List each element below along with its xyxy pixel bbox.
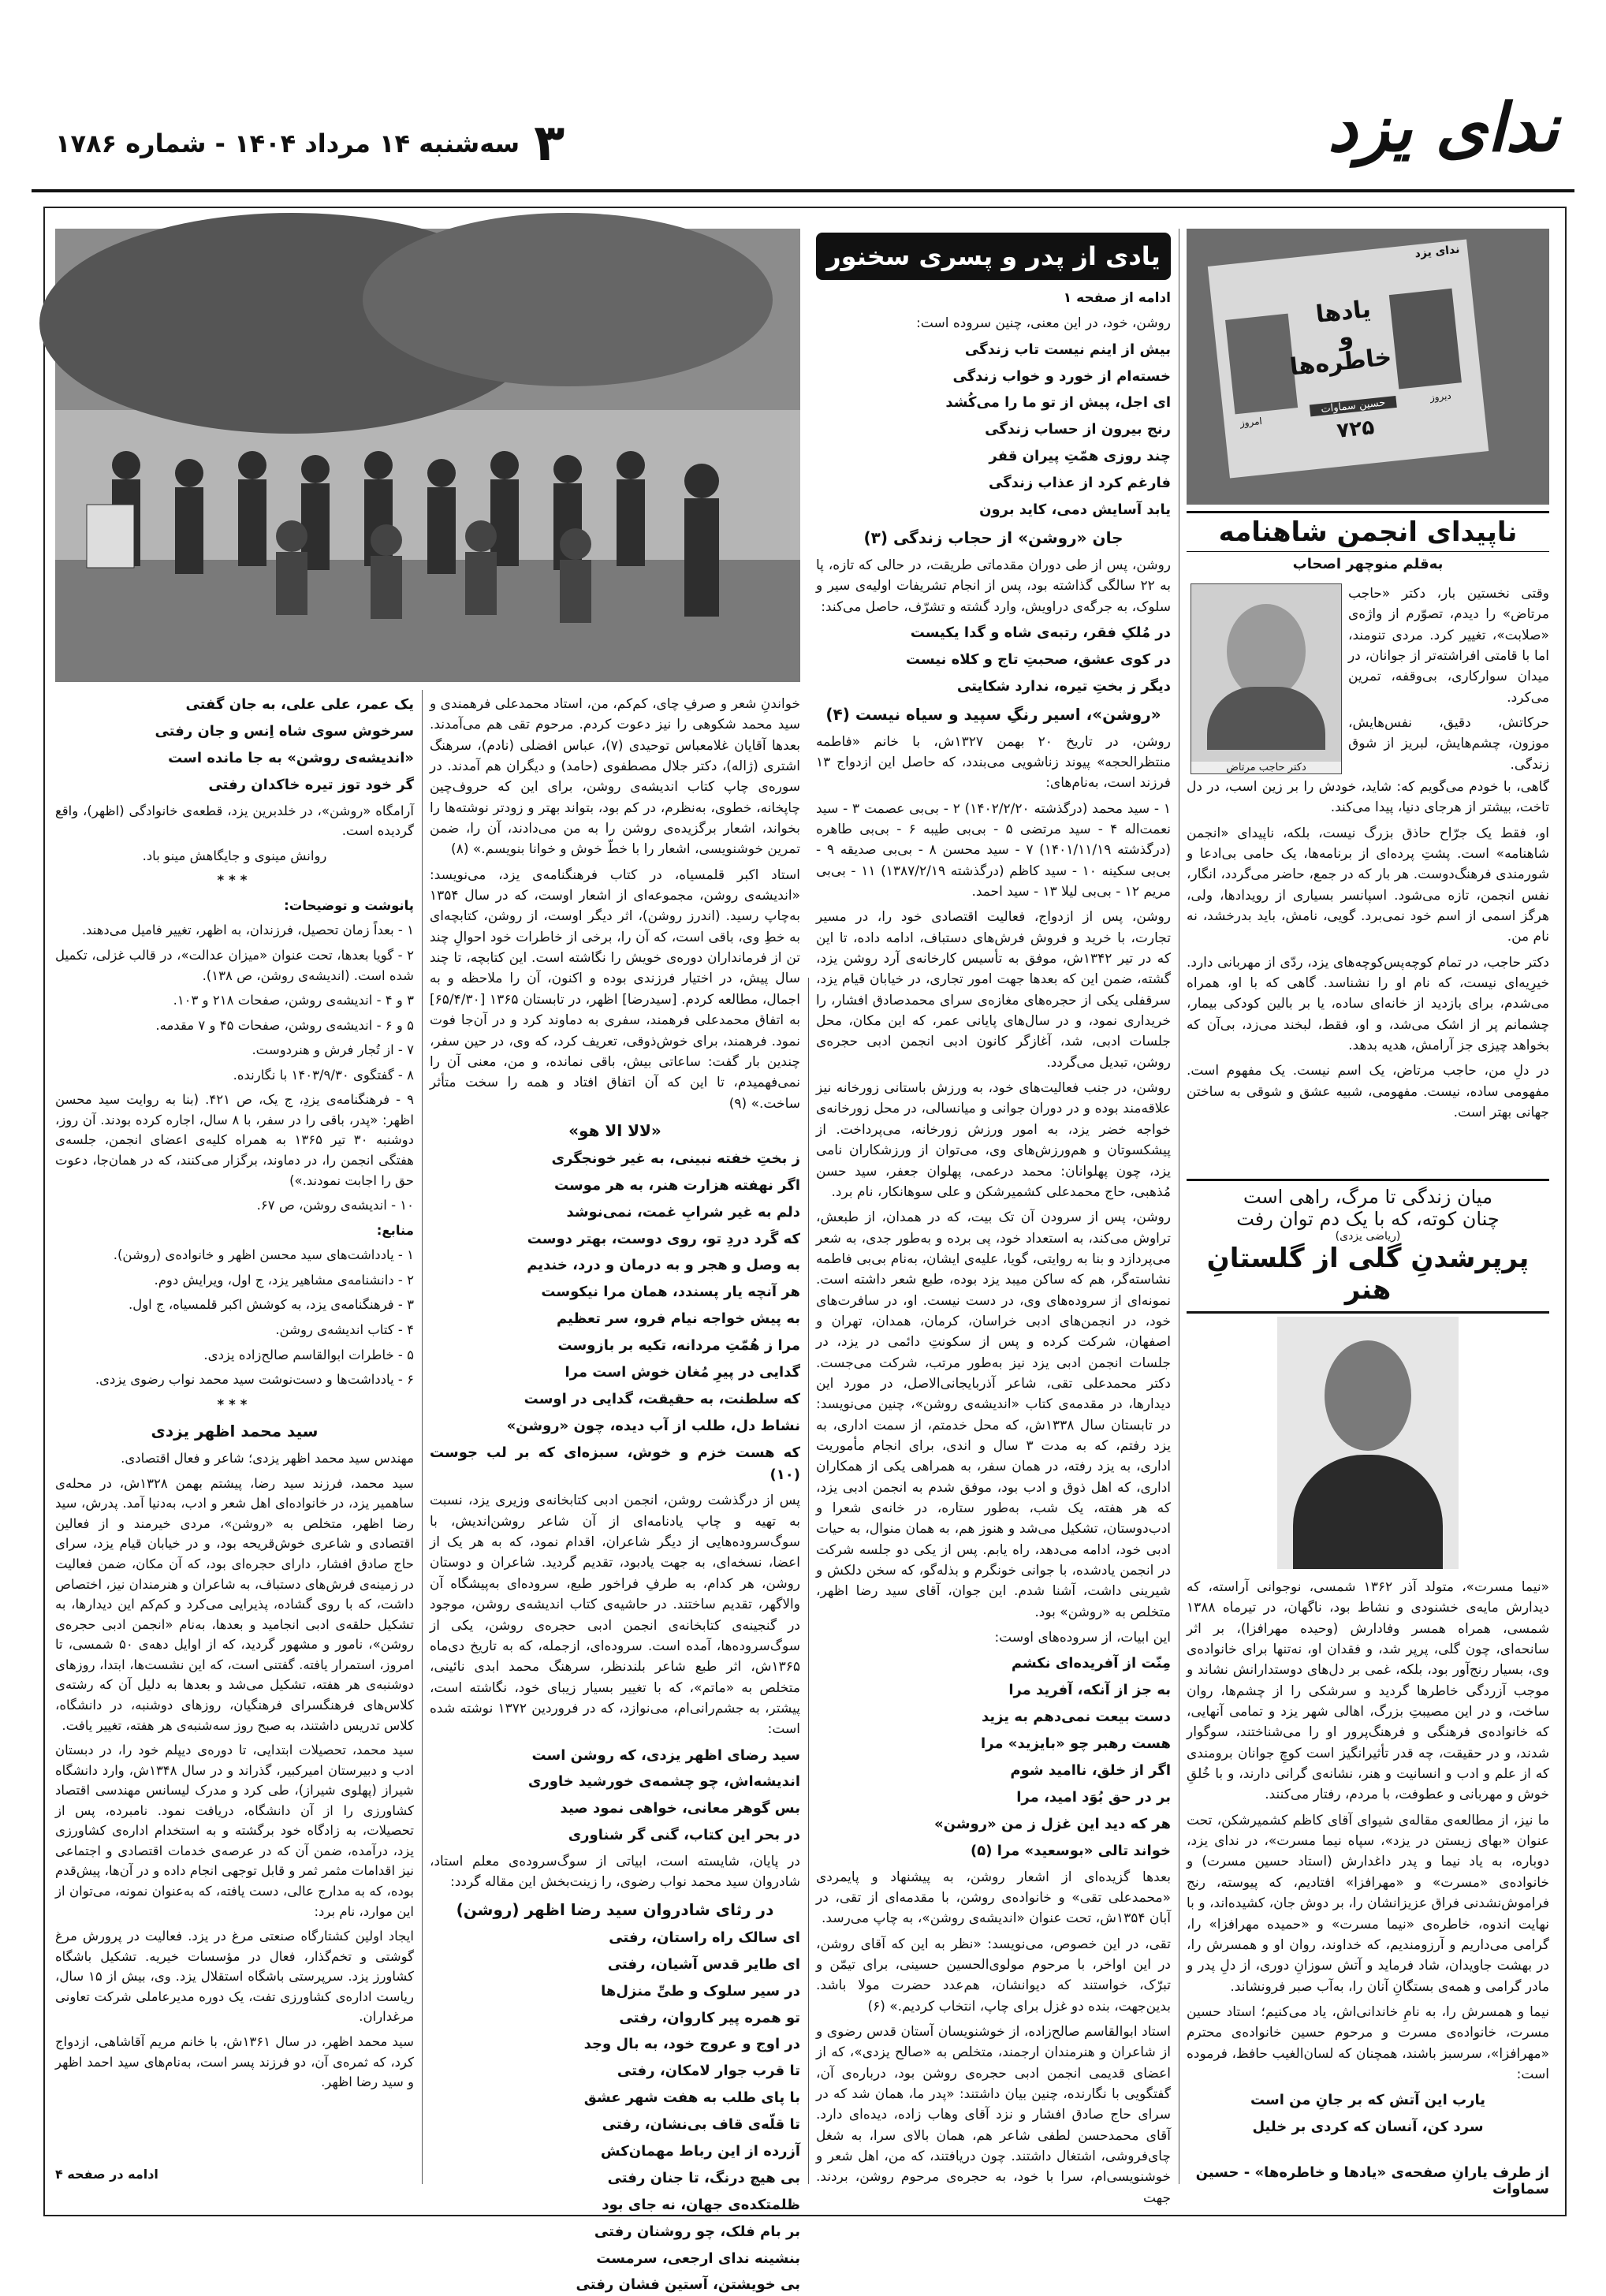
header-rule [32, 189, 1574, 192]
article-title: ناپیدای انجمن شاهنامه [1187, 511, 1549, 552]
face-shape [1325, 1340, 1411, 1451]
photo-caption: دکتر حاجب مرتاض [1191, 762, 1341, 773]
article-text [1187, 1577, 1549, 2152]
paragraph: روشن، پس از سرودن آن تک بیت، که در همدان، از طبعش، تراوش می‌کند، به استعداد خود، پی برده و به‌طور جدی، به شعر می‌پردازد و بنا به روایتی، گویا، علیه‌ی ایشان، به‌نام بی‌بی فاطمه نشاسته‌گر، هم که ساکن میبد یزد بوده، طبع شعر داشته است. نمونه‌ای از سروده‌های وی، در دست نیست. او، در سافرت‌های خود، در انجمن‌های ادبی خراسان، کرمان، همدان، تهران و اصفهان، شرکت کرده و پس از سکونتِ دائمی در یزد، در جلسات انجمن ادبی یزد نیز به‌طور مرتب، شرکت می‌جست. دکتر محمدعلی تقی، شاعر آذربایجانی‌الاصل، در مورد این دیدارها، در مقدمه‌ی کتاب «اندیشه‌ی روشن»، چنین می‌نویسد: در تابستان سال ۱۳۳۸ش، که محل خدمتم، از سمت اداری، به یزد رفتم، که به مدت ۳ سال و اندی، برای انجام مأموریت اداری، به یزد رفته، در همان سفر، به همراهی یکی از همکاران اداری، که اهل ذوق و ادب بود، موفق شدم به انجمن ادبی یزد، که هر هفته، یک شب، به‌طور ستاره، در خانه‌ی شعرا و ادب‌دوستان، تشکیل می‌شد و هنوز هم، به همان منوال، به حیات ادبی خود، ادامه می‌دهد، راه یابم. پس از یکی دو جلسه شرکت در انجمن یادشده، با جوانی خونگرم و بذله‌گو، که سخن دلکش و شیرینی داشت، آشنا شدم. این جوان، آقای سید رضا اظهر، متخلص به «روشن» بود. [816, 1210, 1171, 1620]
verse: نشاط دل، طلب از آب دیده، چون «روشن» [506, 1417, 800, 1434]
verse: دست بیعت نمی‌دهم به یزید [981, 1709, 1171, 1726]
clipping-caption-right: دیروز [1429, 390, 1452, 404]
paragraph: ما نیز، از مطالعه‌ی مقاله‌ی شیوای آقای کاظم کشمیرشکن، تحت عنوان «بهای زیستن در یزد»، سپاه نیما مسرت»، در ندای یزد، دوباره، به یاد نیما و پدر داغدارش (استاد حسین مسرت) و خانواده‌ی «مسرت» و «مهرافزا» افتادیم، که پیوسته، رنج فراموش‌نشدنی فراق عزیزانشان را، بر دوش جان، کشیده‌اند، و با نهایت اندوه، خاطره‌ی «نیما مسرت» و «حمیده مهرافزا» را، گرامی می‌داریم و آرزومندیم، که خداوند، روان او و همسرش را، در بهشت جاویدان، شاد فرماید و آتش سوزانِ دوری، از دلِ پدر و مادر گرامی و همه‌ی بستگانِ آنان را، به‌آب صبر فرونشاند. [1187, 1812, 1549, 1995]
verse: یک عمر، علی علی، به جان گفتی [185, 696, 414, 713]
verse: بر بام فلک، چو روشنان رفتی [594, 2223, 800, 2240]
byline: به‌قلم منوچهر اصحاب [1292, 556, 1444, 572]
source-item: ۱ - یادداشت‌های سید محسن اظهر و خانواده‌ی (روشن). [113, 1247, 414, 1263]
verse: اگر نهفته هزارت هنر، به هر موست [554, 1176, 800, 1194]
poem [55, 694, 414, 796]
paragraph: ایجاد اولین کشتارگاه صنعتی مرغ در یزد. فعالیت در پرورش مرغ گوشتی و تخم‌گذار، فعال در مؤسسات خیریه. تشکیل باشگاه کشاورز یزد. سرپرستی باشگاه استقلال یزد. وی، بیش از ۱۵ سال، ریاست اداره‌ی کشاورزی تفت، یک دوره مدیرعاملی شرکت تعاونی مرغداران. [55, 1929, 414, 2025]
clipping-masthead: ندای یزد [1414, 243, 1461, 261]
portrait-left [1225, 314, 1298, 415]
shoulders-shape [1207, 687, 1325, 750]
verse: یابد آسایش دمی، کاید برون [979, 501, 1171, 519]
verse: چند روزی همّتِ پیران قفر [989, 448, 1171, 465]
article-text [430, 694, 801, 2294]
verse: چنان کوته، که با یک دم توان رفت [1236, 1208, 1500, 1230]
column-divider [808, 978, 809, 2184]
poem [816, 1653, 1171, 1862]
poem [430, 1745, 800, 1847]
note-item: ۱ - بعداً زمان تحصیل، فرزندان، به اظهر، تغییر فامیل می‌دهند. [81, 922, 414, 938]
article-text [1187, 777, 1549, 1171]
verse: در سیر سلوک و طیِّ منزل‌ها [601, 1982, 800, 2000]
subheading: در رثای شادروان سید رضا اظهر (روشن) [456, 1899, 774, 1919]
separator: *** [217, 873, 252, 889]
verse: با پای طلب به هفت شهر عشق [583, 2089, 800, 2107]
article-text [55, 694, 414, 2160]
verse: که هست خزم و خوش، سبزه‌ای که بر لب جوست (۱۰) [430, 1444, 800, 1483]
verse: ای اجل، پیش از تو ما را می‌کُشد [945, 394, 1171, 412]
verse: ای طایر قدس آشیان، رفتی [607, 1955, 800, 1973]
verse: خسته‌ام از خورد و خواب زندگی [952, 367, 1171, 385]
paragraph: مهندس سید محمد اظهر یزدی؛ شاعر و فعال اقتصادی. [121, 1451, 414, 1467]
group-photo-art [55, 229, 800, 682]
sources-title: منابع: [376, 1222, 414, 1238]
paragraph: حرکاتش، دقیق، نفس‌هایش، موزون، چشم‌هایش، لبریز از شوق زندگی. [1348, 715, 1549, 773]
article-banner: یادی از پدر و پسری سخنور [816, 233, 1171, 280]
paragraph: این ابیات، از سروده‌های اوست: [994, 1630, 1171, 1646]
paragraph: او، فقط یک جرّاح حاذق بزرگ نیست، بلکه، ناپیدای «انجمن شاهنامه» است. پشتِ پرده‌ای از برنامه‌ها، یک حامی بی‌ادعا و شورمندی فرهنگ‌دوست. هر بار که در جمع، حاضر می‌گردد، انگار، نفس انجمن، تازه می‌شود. اسپانسر بسیاری از رویدادها، ولی، هرگز اسمی از اسم خود نمی‌برد. گویی، نامش، باید بدرخشد، نه نام من. [1187, 825, 1549, 945]
verse: در اوج و عروج خود، به بال وجد [583, 2036, 800, 2053]
verse: میان زندگی تا مرگ، راهی است [1243, 1186, 1493, 1208]
clipping-photo [1187, 229, 1549, 505]
portrait-right [1389, 289, 1462, 390]
verse: گدایی در پیرِ مُغان خوش است مرا [565, 1364, 800, 1381]
sources-list [55, 1245, 414, 1389]
verse: اگر از خلق، ناامید شوم [1010, 1761, 1171, 1779]
paragraph: روشن، پس از ازدواج، فعالیت اقتصادی خود را، در مسیر تجارت، با خرید و فروش فرش‌های دستباف، ادامه داده، تا این که در تیر ۱۳۴۲ش، موفق به تأسیس کارخانه‌ی آرد روشن یزد، گشته، ضمن این که بعدها جهت امور تجاری، در خیابان قیام یزد، سرقفلی یکی از حجره‌های مغازه‌ی سرای محمدصادق افشار، را خریداری نمود، و در سال‌های پایانی عمر، که این مکان، محل جلسات ادبی، شد، آغازگر کانون ادبی انجمن ادبی حجره‌ی روشن، تبدیل می‌گردد. [816, 909, 1171, 1071]
verse: سید رضای اظهر یزدی، که روشن است [531, 1746, 800, 1764]
continued-note: ادامه از صفحه ۱ [1063, 290, 1171, 306]
verse: هر که دید این غزل ز من «روشن» [934, 1815, 1171, 1832]
verse: سرخوش سوی شاه اِنس و جان رفتی [155, 722, 414, 740]
paragraph: وقتی نخستین بار، دکتر «حاجب مرتاض» را دیدم، تصوّرم از واژه‌ی «صلابت»، تغییر کرد. مردی تنومند، اما با قامتی افراشته‌تر از جوانان، در میدان سوارکاری، بی‌وقفه، تمرین می‌کرد. [1348, 586, 1549, 706]
group-photo [55, 229, 800, 682]
verse: بی هیچ درنگ، تا جنان رفتی [607, 2169, 800, 2186]
poem [430, 1927, 800, 2296]
source-item: ۲ - دانشنامه‌ی مشاهیر یزد، ج اول، ویرایش دوم. [154, 1272, 414, 1288]
paragraph: استاد اکبر قلمسیاه، در کتاب فرهنگنامه‌ی یزد، می‌نویسد: «اندیشه‌ی روشن، مجموعه‌ای از اشعار اوست، که در سال ۱۳۵۴ به‌چاپ رسید. (اندرز روشن)، اثر دیگر اوست، از روشن، کتابچه‌ای به خطِ وی، باقی است، که آن را، برخی از خاطرات خود احوالِ چند تن از فرمانداران دوره‌ی خویش را نگاشته است. این کتابچه، تا چند سال پیش، در اختیار فرزندی بوده و اکنون، آن را ملاحظه و به اجمال، مطالعه کردم. [سیدرضا] اظهر، در تابستان ۱۳۶۵ [۶۵/۴/۳۰] به اتفاق محمدعلی فرهمند، سفری به دماوند کرد و در آن‌جا فوت نمود. فرهمند، برای خوش‌ذوقی، تعریف کرد، که وی، در حین سفر، چندین بار گفت: ساعاتی بیش، باقی نمانده، و من، معنی آن را نمی‌فهمیدم، تا این که آن اتفاق افتاد و همه را سخت متأثر ساخت.» (۹) [430, 867, 801, 1112]
paragraph: روشن، پس از طی دوران مقدماتی طریقت، در حالی که تازه، پا به ۲۲ سالگی گذاشته بود، پس از انجام تشریفات اولیه‌ی سیر و سلوک، به جرگه‌ی دراویش، وارد گشته و تشرّف، حاصل می‌کند: [816, 557, 1172, 615]
verse: بر در حق بُوَد امید، مرا [1016, 1788, 1171, 1806]
subheading: «روشن»، اسیر رنگِ سپید و سیاه نیست (۴) [825, 704, 1161, 724]
face-shape [1227, 604, 1306, 699]
verse: اندیشه‌اش، چو چشمه‌ی خورشید خاوری [527, 1773, 800, 1791]
paragraph: ۱ - سید محمد (درگذشته ۱۴۰۲/۲/۲۰) ۲ - بی‌بی عصمت ۳ - سید نعمت‌اله ۴ - سید مرتضی ۵ - بی‌بی طیبه ۶ - بی‌بی طاهره (درگذشته ۱۴۰۱/۱۱/۱۹) ۷ - سید محسن ۸ - بی‌بی صدیقه ۹ - بی‌بی سکینه ۱۰ - سید کاظم (درگذشته ۱۳۸۷/۲/۱۹) ۱۱ - بی‌بی مریم ۱۲ - بی‌بی لیلا ۱۳ - سید احمد. [816, 800, 1172, 900]
clipping-caption-left: امروز [1239, 415, 1263, 429]
note-item: ۷ - از تُجار فرش و هنردوست. [252, 1042, 414, 1058]
poem [816, 339, 1171, 521]
source-item: ۵ - خاطرات ابوالقاسم صالح‌زاده یزدی. [203, 1347, 414, 1362]
verse: خواند تالی «بوسعید» مرا (۵) [970, 1842, 1171, 1859]
paragraph: «نیما مسرت»، متولد آذر ۱۳۶۲ شمسی، نوجوانی آراسته، که دیدارش مایه‌ی خشنودی و نشاط بود، ناگهان، در تیرماه ۱۳۸۸ شمسی، همراه همسر وفادارش (وحیده مهرافزا)، بر اثر سانحه‌ای، چون گلی، پرپر شد، و فقدان او، نه‌تنها برای خانواده‌ی وی، بسیار رنج‌آور بود، بلکه، غمی بر دل‌های دوستدارانش نشاند و موجب آزردگی خاطرها گردید و سرشکی را از چشم‌ها، روان ساخت، و در این مصیبتِ بزرگ، اهالی شهر یزد و تمامی آنهایی، که خانواده‌ی فرهنگی و فرهنگ‌پرور او را می‌شناختند، سوگوار شدند، و در حقیقت، چه قدر تأثیرانگیز است کوچِ جوانان برومندی که از علم و ادب و انسانیت و هنر، نشانه‌ی گرانی دارند، و با خُلقِ خوش و مهربانی و عطوفت، با مردم، رفتار می‌کنند. [1187, 1579, 1549, 1803]
source-item: ۶ - یادداشت‌ها و دست‌نوشت سید محمد نواب رضوی یزدی. [95, 1372, 414, 1388]
paragraph: گاهی، با خودم می‌گویم که: شاید، خودش را بر زین اسب، در دل تاخت، بیشتر از هرجای دنیا، پیدا می‌کند. [1187, 779, 1549, 816]
paragraph: سید محمد، تحصیلات ابتدایی، تا دوره‌ی دیپلم خود را، در دبستان ادب و دبیرستان امیرکبیر، گذراند و در سال ۱۳۴۸ش، وارد دانشگاه شیراز (پهلوی شیراز)، طی کرد و مدرک لیسانس مهندسی اقتصاد کشاورزی را از آن دانشگاه، دریافت نمود. نامبرده، پس از تحصیلات، به زادگاه خود برگشته و به استخدام اداره‌ی کشاورزی یزد، درآمده، ضمن آن که در عرصه‌ی خدمات اقتصادی و اجتماعی نیز اقدامات مثمر ثمر و قابل توجهی انجام داده و در آن‌ها، پیش‌قدم بوده، که به مدارج عالی، دست یافته، که به‌عنوان نمونه، می‌توان از این موارد، نام برد: [55, 1742, 414, 1919]
paragraph: بعدها گزیده‌ای از اشعار روشن، به پیشنهاد و پایمردی «محمدعلی تقی» و خانواده‌ی روشن، با مقدمه‌ای از تقی، در آبان ۱۳۵۴ش، تحت عنوان «اندیشه‌ی روشن»، به چاپ می‌رسد. [816, 1869, 1171, 1927]
verse: گر خود توز تیره خاکدان رفتی [208, 776, 414, 793]
verse: «اندیشه‌ی روشن» به جا مانده است [168, 749, 414, 766]
verse: ز بختِ خفته نبینی، به غیر خونجگری [551, 1150, 800, 1167]
note-item: ۳ و ۴ - اندیشه‌ی روشن، صفحات ۲۱۸ و ۱۰۳. [173, 993, 414, 1008]
verse: در بحر این کتاب، گنی گر شناوری [568, 1827, 800, 1844]
verse: دیگر ز بختِ تیره، ندارد شکایتی [956, 677, 1171, 695]
column-divider [422, 690, 423, 2184]
note-item: ۹ - فرهنگنامه‌ی یزدِ، ج یک، ص ۴۲۱. (بنا به روایت سید محسن اظهر: «پدر، باقی را در سفر، با ۸ سال، اجاره کرده بودند. آن روز، دوشنبه ۳۰ تیر ۱۳۶۵ به همراه کلیه‌ی اعضای انجمن، جلسه‌ی هفتگی انجمن را، در دماوند، برگزار می‌کنند، که در همان‌جا، دعوت حق را اجابت نمودند.») [55, 1092, 414, 1188]
clipping-title: یادها و خاطره‌ها [1288, 295, 1393, 382]
verse: سرد کن، آنسان که کردی بر خلیل [1252, 2119, 1484, 2136]
verse: که گَرد دردِ تو، روی دوست، بهتر دوست [527, 1230, 800, 1247]
portrait-photo [1277, 1317, 1459, 1569]
paragraph: نیما و همسرش را، به نامِ خاندانی‌اش، یاد می‌کنیم؛ استاد حسین مسرت، خانواده‌ی مسرت و مرحوم حسین خانواده‌ی محترم «مهرافزا»، سرسبز باشند، همچنان که لسان‌الغیب حافظ، فرموده است: [1187, 2003, 1549, 2082]
paragraph: در پایان، شایسته است، ابیاتی از سوگ‌سروده‌ی معلم استاد، شادروان سید محمد نواب رضوی، را زینت‌بخش این مقاله گردد: [430, 1854, 800, 1891]
paragraph: خواندنِ شعر و صرفِ چای، کم‌کم، من، استاد محمدعلی فرهمندی و سید محمد شکوهی را نیز دعوت کردم. مرحوم تقی هم می‌آمدند. بعدها آقایان غلامعباس توحیدی (۷)، عباس افضلی (نادم)، سرهنگ اشتری (ژاله)، دکتر جلال مصطفوی (حامد) و دیگران هم آمدند. در سوره‌ی چاپ کتاب اندیشه‌ی روشن، برای این که حروف‌چین چاپخانه، خطوی، به‌نظرم، در کم بود، بتواند بهتر و زودتر نوشته‌ها را بخواند، اشعار برگزیده‌ی روشن را به من می‌دادند، آن را، ضمن تمرین خوشنویسی، اشعار را با خطّ خوش و خوانا بنویسم.» (۸) [430, 696, 800, 858]
article-title: پرپرشدنِ گلی از گلستانِ هنر [1206, 1243, 1530, 1306]
paragraph: روشن، خود، در این معنی، چنین سروده است: [916, 315, 1171, 332]
article-text [1348, 583, 1549, 773]
verse: بیش از اینم نیست تاب زندگی [964, 341, 1171, 358]
article-text [816, 288, 1172, 2206]
paragraph: تقی، در این خصوص، می‌نویسد: «نظر به این که آقای روشن، در این اواخر، با مرحوم مولوی‌الحسین حسینی، برای تیمّن و تبرّک، خواستند که دیوانشان، هم‌عدد حضرت مولا باشد. بدین‌جهت، بنده دو غزل برای چاپ، انتخاب کردیم.» (۶) [816, 1936, 1171, 2015]
continued-note: ادامه در صفحه ۴ [55, 2167, 158, 2182]
verse: مرا ز هُمّتِ مردانه، تکیه بر بازوست [557, 1337, 800, 1355]
paragraph: سید محمد، فرزند سید رضا، پیشتم بهمن ۱۳۲۸ش، در محله‌ی ساهمیر یزد، در خانواده‌ای اهل شعر و ادب، به‌دنیا آمد. پدرش، سید رضا اظهر، متخلص به «روشن»، مردی خیرمند و از فعالین اقتصادی و شاعری خوش‌قریحه بود، و در خیابان قیام یزد، سرای حاج صادق افشار، دارای حجره‌ای بود، که آن مکان، ضمن فعالیت در زمینه‌ی فرش‌های دستباف، به شاعران و هنرمندان نیز، اختصاص داشت، که با روی گشاده، پذیرایی می‌کرد و کم‌کم این دیدارها، به تشکیل حلقه‌ی ادبی انجامید و بعدها، به‌نام «انجمن ادبی حجره‌ی روشن»، نامور و مشهور گردید، که از اوایل دهه‌ی ۵۰ شمسی، تا امروز، استمرار یافته. گفتنی است، که این نشست‌ها، ابتدا، روزهای دوشنبه‌ی هر هفته، تشکیل می‌شد و بعدها به دلیل آن که رشته‌ی کلاس‌های فرهنگسرای فرهنگیان، روزهای دوشنبه، در دانشگاه، کلاس تدریس داشتند، به صبح روز سه‌شنبه‌ی هر هفته، تغییر یافت. [55, 1475, 414, 1733]
newspaper-clipping [1208, 239, 1489, 478]
paragraph: دکتر حاجب، در تمام کوچه‌پس‌کوچه‌های یزد، ردّی از مهربانی دارد. خیرِیه‌ای نیست، که نام او را نشناسد. گاهی که با او، همراه می‌شدم، برای بازدید از خانه‌ای ساده، یا بر بالین کودکی بیمار، چشمانم پر از اشک می‌شد، و او، فقط، لبخند می‌زد، بی‌آن که بخواهد چیزی جز آرامش، هدیه بدهد. [1187, 954, 1549, 1054]
verse: به وصل و هجر و به درمان و درد، خندیم [527, 1257, 800, 1274]
attribution: (ریاضی یزدی) [1335, 1230, 1401, 1243]
source-item: ۳ - فرهنگنامه‌ی یزد، به کوشش اکبر قلمسیاه، ج اول. [128, 1297, 414, 1313]
poem [816, 622, 1171, 698]
verse: در کوی عشق، صحبتِ تاج و کلاه نیست [905, 650, 1171, 668]
paragraph: روشن، در تاریخ ۲۰ بهمن ۱۳۲۷ش، با خانم «فاطمه منتظرالحجه» پیوند زناشویی می‌بندد، که حاصل این ازدواج ۱۳ فرزند است، به‌نام‌های: [816, 733, 1171, 792]
paragraph: روانش مینوی و جایگاهش مینو باد. [142, 848, 327, 863]
verse: یارب این آتش که بر جانِ من است [1250, 2092, 1486, 2109]
verse: دلم به غیر شرابِ غمت، نمی‌نوشد [566, 1203, 800, 1221]
paragraph: استاد ابوالقاسم صالح‌زاده، از خوشنویسان آستان قدس رضوی و از شاعران و هنرمندان ارجمند، متخلص به «صالح یزدی»، که از اعضای قدیمی انجمن ادبی حجره‌ی روشن بود، درباره‌ی آن، گفتگویی با نگارنده، چنین بیان داشتند: «پدر ما، همان شد که در سرای حاج صادق افشار و نزد آقای وهاب زاده، دیده‌ای دارد. آقای محمدحسن لطفی شاعر هم، همان بالای سرا، به شغل چای‌فروشی، اشتغال داشتند. چون دریافتند، که من، اهل شعر و خوشنویسی‌ام، سرا با خود، به حجره‌ی مرحوم روشن، بردند. جهت [816, 2023, 1171, 2206]
subheading: جان «روشن» از حجاب زندگی (۳) [863, 527, 1123, 547]
paragraph: سید محمد اظهر، در سال ۱۳۶۱ش، با خانم مریم آقاشاهی، ازدواج کرد، که ثمره‌ی آن، دو فرزند پسر است، به‌نام‌های سید احمد اظهر و سید رضا اظهر. [55, 2033, 414, 2090]
issue-date: سه‌شنبه ۱۴ مرداد ۱۴۰۴ - شماره ۱۷۸۶ [55, 129, 520, 158]
masthead-logo: ندای یزد [1328, 88, 1559, 166]
verse: رنج بیرون از حساب زندگی [985, 421, 1171, 438]
source-item: ۴ - کتاب اندیشه‌ی روشن. [275, 1321, 414, 1337]
notes-list [55, 920, 414, 1215]
note-item: ۲ - گویا بعدها، تحت عنوان «میزان عدالت»، در قالب غزلی، تکمیل شده است. (اندیشه‌ی روشن، ص ۱۳۸). [55, 947, 414, 983]
verse: مِنّت از آفریده‌ای نکشم [1011, 1655, 1171, 1672]
note-item: ۵ و ۶ - اندیشه‌ی روشن، صفحات ۴۵ و ۷ مقدمه. [155, 1017, 414, 1033]
verse: ای سالک راه راستان، رفتی [609, 1929, 800, 1946]
article-footer: از طرف یارانِ صفحه‌ی «یادها و خاطره‌ها» - حسین سماوات [1195, 2164, 1549, 2197]
verse: که سلطنت، به حقیقت، گدایی در اوست [524, 1390, 800, 1407]
issue-line [55, 114, 565, 173]
verse: به پیش خواجه نیام فرو، سر تعظیم [556, 1310, 800, 1328]
shoulders-shape [1293, 1455, 1443, 1569]
portrait-photo [1191, 583, 1342, 774]
note-item: ۸ - گفتگوی ۱۴۰۳/۹/۳۰ با نگارنده. [233, 1067, 414, 1083]
verse: فارغم کرد از عذاب زندگی [989, 475, 1171, 492]
poem [430, 1148, 800, 1486]
paragraph: آرامگاه «روشن»، در خلدبرین یزد، قطعه‌ی خانوادگی (اظهر)، واقع گردیده است. [55, 803, 414, 839]
verse: ظلمتکده‌ی جهان، نه جای بود [602, 2196, 800, 2213]
verse: هست رهبر چو «بایزید» مرا [981, 1735, 1171, 1753]
verse: آزرده از این رباط مهمان‌کش [600, 2142, 800, 2160]
verse: تا قلّه‌ی قاف بی‌نشان، رفتی [602, 2116, 800, 2134]
verse: در مُلکِ فقر، رتبه‌ی شاه و گدا یکیست [910, 624, 1171, 641]
note-item: ۱۰ - اندیشه‌ی روشن، ص ۶۷. [256, 1198, 414, 1213]
poem-box [1187, 1179, 1549, 1314]
verse: بنشینه ندای ارجعی، سرمست [596, 2249, 800, 2267]
notes-title: پانوشت و توضیحات: [284, 897, 414, 913]
paragraph: در دلِ من، حاجب مرتاض، یک اسم نیست. یک مفهوم است. مفهومی ساده، نیست. مفهومی، شبیه عشق و شوقی به ساختن جهانی بهتر است. [1187, 1063, 1549, 1121]
subheading: سید محمد اظهر یزدی [151, 1422, 319, 1441]
clipping-name-box: حسین سماوات [1310, 396, 1397, 416]
verse: بی خویشتن، آستین فشان رفتی [576, 2276, 800, 2294]
subheading: «لالا الا هو» [568, 1120, 661, 1140]
verse: هر آنچه یار پسندد، همان مرا نیکوست [541, 1284, 800, 1301]
separator: *** [217, 1396, 252, 1412]
verse: بس گوهر معانی، خواهی نمود صید [560, 1800, 800, 1817]
paragraph: پس از درگذشت روشن، انجمن ادبی کتابخانه‌ی وزیری یزد، نسبت به تهیه و چاپ یادنامه‌ای از آن شاعر روشن‌اندیش، با سوگ‌سروده‌هایی از دیگر شاعران، اقدام نمود، که به هر یک از اعضا، نسخه‌ای، به جهت یادبود، تقدیم گردید. شاعران و دوستان روشن، هر کدام، به طرفِ فراخور طبع، سروده‌ای به‌پیشگاه آن والاگهر، تقدیم ساختند. در حاشیه‌ی کتاب اندیشه‌ی روشن، موجود در گنجینه‌ی کتابخانه‌ی انجمن ادبی حجره‌ی روشن، یکی از سوگ‌سروده‌ها، آمده است. سروده‌ای، ازجمله، که به تاریخ دی‌ماه ۱۳۶۵ش، اثر طبع شاعر بلندنظر، سرهنگ محمد ابدی نائینی، متخلص به «ماتم»، که با تغییر بسیار زیبای خود، نگاشته است، پیشتر، به جشم‌رانی‌ام، می‌نوازد، که در فروردین ۱۳۷۲ نوشته شده است: [430, 1493, 800, 1738]
verse: به جز از آنکه، آفرید مرا [1008, 1682, 1171, 1699]
page-number: ۳ [534, 114, 565, 173]
clipping-number: ۷۲۵ [1336, 416, 1376, 443]
verse: تو همره پیر کاروان، رفتی [619, 2009, 800, 2026]
verse: تا قرب جوار لامکان، رفتی [617, 2063, 800, 2080]
paragraph: روشن، در جنب فعالیت‌های خود، به ورزش باستانی زورخانه نیز علاقه‌مند بوده و در دوران جوانی و میانسالی، در محل زورخانه‌ی خواجه خضر یزد، به امور ورزش زورخانه، می‌پرداخت. از پیشکسوتان و هم‌ورزش‌های وی، می‌توان از ورزشکاران نامی یزد، چون پهلوانان: محمد درعمی، پهلوان جعفر، سید حسن مُذهبی، حاج محمدعلی کشمیرشکن و علی سوهانکار، نام برد. [816, 1080, 1171, 1200]
